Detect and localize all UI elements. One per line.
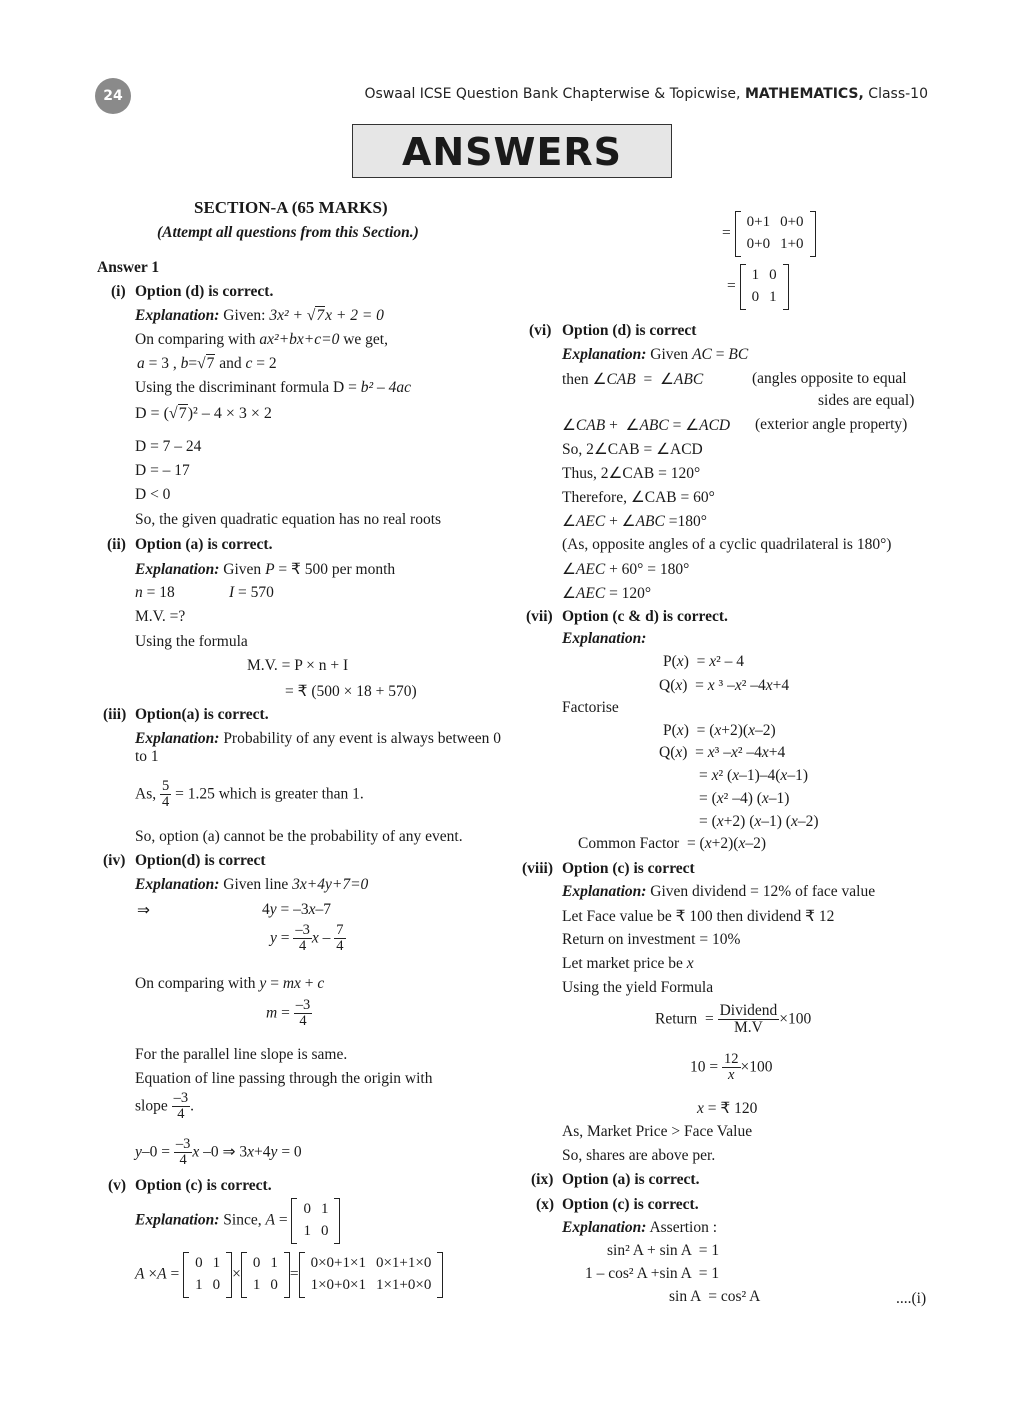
q5-option: Option (c) is correct. — [135, 1177, 272, 1194]
q4-slope-value: m = $\frac{-3}{4}$ — [266, 997, 311, 1030]
q8-return-formula: Return = $\frac{\text{Dividend}}{M.V}$ ×100 — [655, 1002, 812, 1037]
q2-using: Using the formula — [135, 633, 248, 650]
q8-let-2-line: Let market price be x — [562, 955, 694, 972]
q7-p: P(x) = x² – 4 — [663, 653, 745, 670]
q10-option: Option (c) is correct. — [562, 1196, 699, 1213]
q3-result: = 1.25 which is greater than 1. — [175, 785, 364, 803]
q8-option: Option (c) is correct — [562, 860, 695, 877]
answers-banner — [352, 124, 672, 178]
q8-exp-label: Explanation: — [562, 883, 647, 900]
q8-yield: Using the yield Formula — [562, 979, 714, 996]
q1-standard-form: ax²+bx+c=0 — [259, 331, 340, 348]
q6-given-line: Explanation: Given AC = BC — [562, 346, 749, 363]
q2-formula-1: M.V. = P × n + I — [247, 657, 349, 674]
q7-common-label: Common Factor — [578, 835, 680, 852]
q6-number: (vi) — [529, 322, 552, 339]
q5-matrix-a: 0 1 1 0 — [291, 1198, 340, 1244]
q6-given: Given — [650, 346, 689, 363]
q3-as-line — [135, 779, 364, 810]
q7-q: Q(x) = x ³ –x² –4x+4 — [659, 677, 790, 694]
q4-final: y–0 = $\frac{-3}{4}$ x –0 ⇒ 3x+4y = 0 — [135, 1136, 302, 1169]
q8-mv: M.V — [733, 1019, 763, 1037]
q4-option: Option(d) is correct — [135, 852, 266, 869]
q5-since: Since, — [223, 1211, 262, 1229]
q7-number: (vii) — [526, 608, 553, 625]
q8-as: As, Market Price > Face Value — [562, 1123, 753, 1140]
q3-as: As, — [135, 785, 157, 803]
q6-note-1a: (angles opposite to equal — [752, 370, 907, 387]
q3-frac-num: 5 — [161, 778, 170, 794]
q1-equation: 3x² + √7x + 2 = 0 — [269, 307, 384, 324]
q6-exterior: ∠CAB + ∠ABC = ∠ACD — [562, 417, 731, 434]
q4-given-line: Explanation: Given line 3x+4y+7=0 — [135, 876, 369, 893]
q1-disc-formula: b² – 4ac — [360, 379, 411, 396]
q2-number: (ii) — [107, 536, 126, 553]
q2-n-value: = 18 — [146, 584, 175, 601]
q3-frac-den: 4 — [161, 794, 170, 811]
q4-number: (iv) — [103, 852, 126, 869]
q8-given: Given dividend = 12% of face value — [650, 883, 876, 900]
q6-step-3: Therefore, ∠CAB = 60° — [562, 489, 715, 506]
q4-step-2: y = $\frac{-3}{4}$ x – $\frac{7}{4}$ — [270, 922, 344, 955]
q9-option: Option (a) is correct. — [562, 1171, 700, 1188]
q6-step-2: Thus, 2∠CAB = 120° — [562, 465, 701, 482]
q6-step-6: ∠AEC = 120° — [562, 585, 652, 602]
q7-qf-2: = x² (x–1)–4(x–1) — [699, 767, 808, 784]
q4-slope-line: slope $\frac{-3}{4}$ . — [135, 1090, 194, 1123]
q3-exp-label: Explanation: — [135, 730, 220, 747]
q7-qf-3: = (x² –4) (x–1) — [699, 790, 790, 807]
q4-exp-label: Explanation: — [135, 876, 220, 893]
q4-slope: slope — [135, 1097, 168, 1115]
q6-note-1b: sides are equal) — [818, 392, 915, 409]
q6-note-3: (As, opposite angles of a cyclic quadrilateral is 180°) — [562, 536, 892, 553]
q2-i-value: = 570 — [238, 584, 274, 601]
q10-ref: ....(i) — [896, 1290, 927, 1307]
q7-pf: P(x) = (x+2)(x–2) — [663, 722, 776, 739]
banner-title: ANSWERS — [401, 130, 623, 174]
q5-result-2: = 1 0 0 1 — [727, 264, 789, 310]
q5-product-line: A ×A = 0 1 1 0 × 0 1 1 0 = 0×0+1×1 0×1+1×0 1×0+0×1 1×1+0×0 — [135, 1252, 443, 1298]
header-class: Class-10 — [868, 86, 928, 102]
q1-given-line — [135, 307, 384, 325]
q3-conclusion: So, option (a) cannot be the probability of any event. — [135, 828, 463, 845]
page-number: 24 — [95, 78, 131, 114]
q6-note-2: (exterior angle property) — [755, 416, 908, 433]
q4-parallel: For the parallel line slope is same. — [135, 1046, 348, 1063]
q6-step-5: ∠AEC + 60° = 180° — [562, 561, 690, 578]
q8-calc: 10 = $\frac{12}{x}$ ×100 — [690, 1051, 773, 1084]
running-header — [365, 86, 928, 102]
q7-qf-4: = (x+2) (x–1) (x–2) — [699, 813, 819, 830]
q8-let-2: Let market price be — [562, 955, 683, 972]
q2-given: Given — [223, 561, 262, 578]
q3-explanation: Probability of any event is always between 0 to 1 — [135, 730, 502, 765]
q8-number: (viii) — [522, 860, 553, 877]
q1-disc-calc: D = (√7)² – 4 × 3 × 2 — [135, 405, 272, 422]
q8-so: So, shares are above per. — [562, 1147, 716, 1164]
q6-step-1: So, 2∠CAB = ∠ACD — [562, 441, 703, 458]
q1-number: (i) — [111, 283, 126, 300]
q10-step-2: 1 – cos² A +sin A = 1 — [585, 1265, 720, 1282]
q2-i: I = 570 — [229, 584, 274, 601]
q6-then-line: then ∠CAB = ∠ABC — [562, 371, 704, 388]
q4-compare-line: On comparing with y = mx + c — [135, 975, 325, 992]
q10-assertion: Assertion : — [649, 1219, 718, 1236]
q1-step-3: D = – 17 — [135, 462, 190, 479]
q2-option: Option (a) is correct. — [135, 536, 273, 553]
q2-exp-label: Explanation: — [135, 561, 220, 578]
q8-given-line — [562, 883, 875, 901]
q7-qf-1: Q(x) = x³ –x² –4x+4 — [659, 744, 786, 761]
q2-formula-2: = ₹ (500 × 18 + 570) — [285, 683, 417, 700]
q5-number: (v) — [108, 1177, 127, 1194]
q5-given-line: Explanation: Since, A = 0 1 1 0 — [135, 1198, 340, 1244]
q4-implies: ⇒ — [137, 902, 150, 919]
q5-result-1: = 0+1 0+0 0+0 1+0 — [722, 211, 816, 257]
q3-text — [135, 730, 501, 766]
q7-exp-label: Explanation: — [562, 630, 647, 647]
q4-eq-line: Equation of line passing through the origin with — [135, 1070, 433, 1087]
q10-exp-label: Explanation: — [562, 1219, 647, 1236]
q5-exp-label: Explanation: — [135, 1211, 220, 1229]
q10-number: (x) — [536, 1196, 555, 1213]
q6-exp-label: Explanation: — [562, 346, 647, 363]
q1-and: and — [219, 355, 242, 372]
q8-x-value: = ₹ 120 — [707, 1100, 758, 1117]
q1-given: Given: — [223, 307, 266, 324]
section-subtitle: (Attempt all questions from this Section.) — [157, 224, 419, 241]
q7-factorise: Factorise — [562, 699, 619, 716]
q4-compare: On comparing with — [135, 975, 256, 992]
q4-step-1: 4y = –3x–7 — [262, 901, 332, 918]
q6-option: Option (d) is correct — [562, 322, 697, 339]
q1-exp-label: Explanation: — [135, 307, 220, 324]
q1-compare: On comparing with — [135, 331, 256, 348]
q1-step-2: D = 7 – 24 — [135, 438, 202, 455]
q3-number: (iii) — [103, 706, 127, 723]
q9-number: (ix) — [531, 1171, 554, 1188]
q3-option: Option(a) is correct. — [135, 706, 269, 723]
q1-coefficients: a = 3 , b=√7 and c = 2 — [137, 355, 277, 372]
q8-dividend: Dividend — [719, 1002, 778, 1019]
q8-roi: Return on investment = 10% — [562, 931, 741, 948]
q2-mv: M.V. =? — [135, 608, 186, 625]
q10-exp-line — [562, 1219, 717, 1237]
q6-then: then — [562, 371, 589, 388]
q7-option: Option (c & d) is correct. — [562, 608, 728, 625]
q1-discriminant-line — [135, 379, 411, 397]
q1-we-get: we get, — [343, 331, 388, 348]
q4-given: Given line — [223, 876, 289, 893]
q2-n: n = 18 — [135, 584, 175, 601]
q6-step-4: ∠AEC + ∠ABC =180° — [562, 513, 707, 530]
answer-heading: Answer 1 — [97, 259, 160, 276]
q8-let-1: Let Face value be ₹ 100 then dividend ₹ 12 — [562, 908, 835, 925]
section-title: SECTION-A (65 MARKS) — [194, 198, 388, 217]
q1-option: Option (d) is correct. — [135, 283, 274, 300]
header-subject: MATHEMATICS, — [744, 86, 864, 102]
q8-return: Return — [655, 1010, 698, 1028]
q1-conclusion: So, the given quadratic equation has no real roots — [135, 511, 442, 528]
q7-common: Common Factor = (x+2)(x–2) — [578, 835, 766, 852]
q10-step-3: sin A = cos² A — [669, 1288, 761, 1305]
q1-disc: Using the discriminant formula D = — [135, 379, 357, 396]
header-prefix: Oswaal ICSE Question Bank Chapterwise & Topicwise, — [364, 86, 741, 102]
q1-compare-line — [135, 331, 388, 349]
q3-fraction — [160, 779, 171, 810]
q1-step-4: D < 0 — [135, 486, 171, 503]
q2-principal: = ₹ 500 per month — [278, 561, 396, 578]
q8-x-line: x = ₹ 120 — [697, 1100, 758, 1117]
q2-given-line: Explanation: Given P = ₹ 500 per month — [135, 561, 396, 578]
q10-step-1: sin² A + sin A = 1 — [607, 1242, 720, 1259]
